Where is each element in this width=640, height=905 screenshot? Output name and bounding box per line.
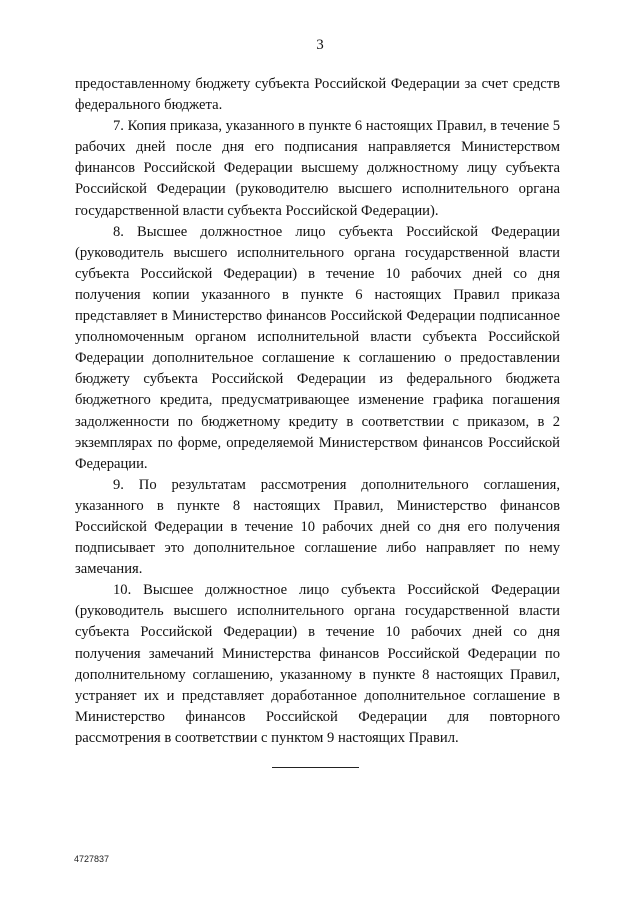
end-separator-line: [272, 767, 359, 768]
document-body: [75, 74, 560, 749]
paragraph-item-9: 9. По результатам рассмотрения дополнительного соглашения, указанного в пункте 8 настоящих Правил, Министерство финансов Российской Федерации в течение 10 рабочих дней со дня его получения подписывает это дополнительное соглашение либо направляет по нему замечания.: [75, 476, 560, 578]
page-number: 3: [316, 37, 324, 53]
document-code: 4727837: [74, 854, 110, 864]
paragraph-item-7: 7. Копия приказа, указанного в пункте 6 настоящих Правил, в течение 5 рабочих дней после дня его подписания направляется Министерством финансов Российской Федерации высшему должностному лицу субъекта Российской Федерации (руководителю высшего исполнительного органа государственной власти субъекта Российской Федерации).: [75, 118, 561, 219]
paragraph-item-10: 10. Высшее должностное лицо субъекта Российской Федерации (руководитель высшего исполнительного органа государственной власти субъекта Российской Федерации) в течение 10 рабочих дней со дня получения замечаний Министерства финансов Российской Федерации по дополнительному соглашению, указанному в пункте 8 настоящих Правил, устраняет их и представляет доработанное дополнительное соглашение в Министерство финансов Российской Федерации для повторного рассмотрения в соответствии с пунктом 9 настоящих Правил.: [75, 582, 560, 746]
paragraph-item-8: 8. Высшее должностное лицо субъекта Российской Федерации (руководитель высшего исполнительного органа государственной власти субъекта Российской Федерации) в течение 10 рабочих дней со дня получения копии указанного в пункте 6 настоящих Правил приказа представляет в Министерство финансов Российской Федерации подписанное уполномоченным органом исполнительной власти субъекта Российской Федерации дополнительное соглашение к соглашению о предоставлении бюджету субъекта Российской Федерации из федерального бюджета бюджетного кредита, предусматривающее изменение графика погашения задолженности по бюджетному кредиту в соответствии с приказом, в 2 экземплярах по форме, определяемой Министерством финансов Российской Федерации.: [75, 223, 560, 472]
paragraph-continuation: предоставленному бюджету субъекта Российской Федерации за счет средств федерального бюджета.: [75, 76, 560, 114]
